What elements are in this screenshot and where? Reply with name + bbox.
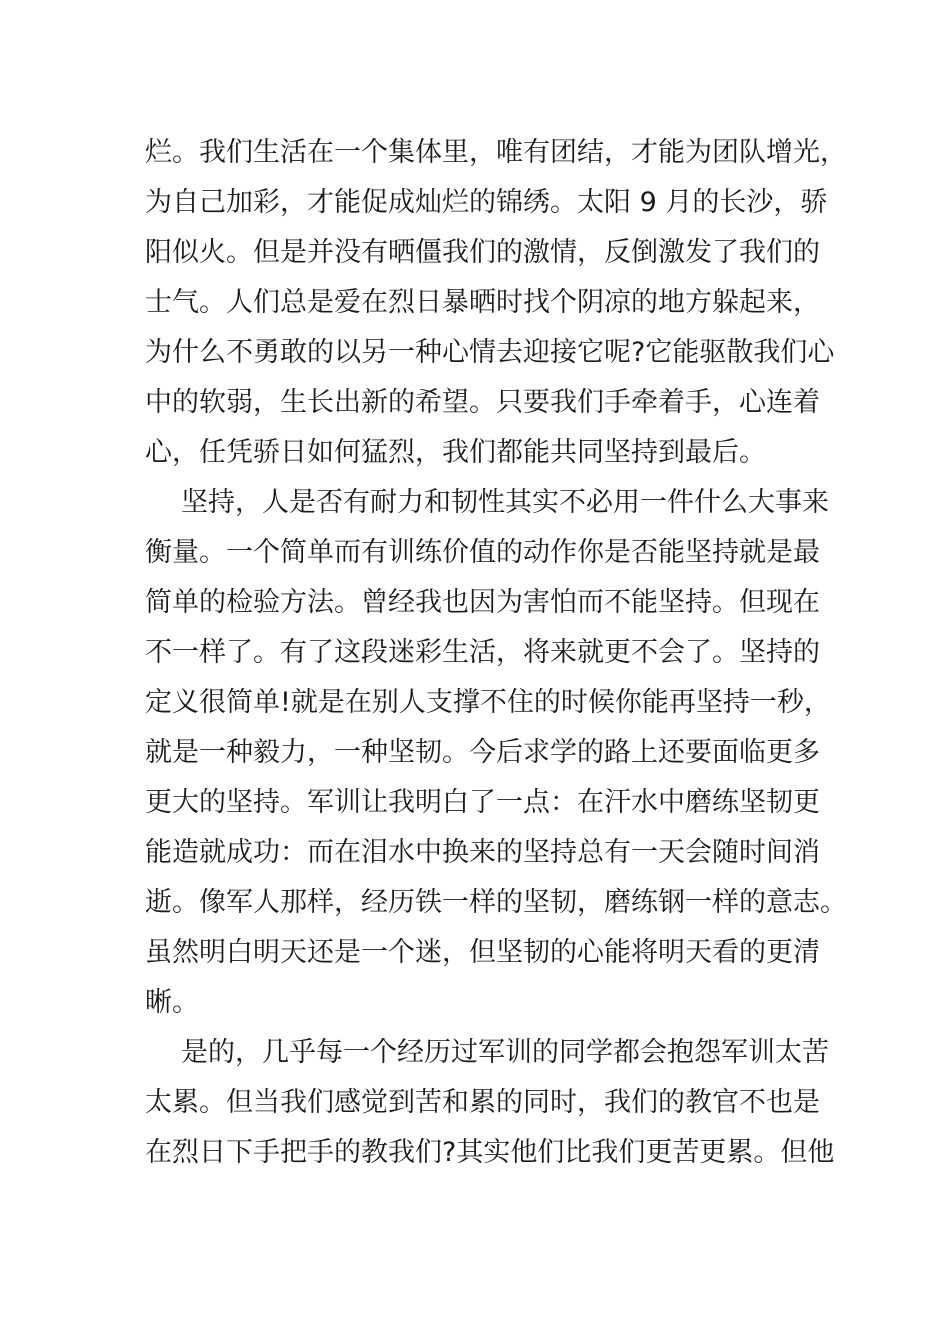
text-line: 晰。 xyxy=(145,987,199,1018)
text-line: 阳似火。但是并没有晒僵我们的激情，反倒激发了我们的 xyxy=(145,237,820,268)
document-body xyxy=(145,128,847,1178)
text-line: 士气。人们总是爱在烈日暴晒时找个阴凉的地方躲起来， xyxy=(145,287,820,318)
text-line: 为自己加彩，才能促成灿烂的锦绣。太阳 9 月的长沙，骄 xyxy=(145,187,828,218)
text-line: 更大的坚持。军训让我明白了一点：在汗水中磨练坚韧更 xyxy=(145,787,820,818)
text-line: 坚持，人是否有耐力和韧性其实不必用一件什么大事来 xyxy=(181,487,829,518)
paragraph-3 xyxy=(145,1028,835,1178)
text-line: 衡量。一个简单而有训练价值的动作你是否能坚持就是最 xyxy=(145,537,820,568)
text-line: 就是一种毅力，一种坚韧。今后求学的路上还要面临更多 xyxy=(145,737,820,768)
text-line: 不一样了。有了这段迷彩生活，将来就更不会了。坚持的 xyxy=(145,637,820,668)
text-line: 心，任凭骄日如何猛烈，我们都能共同坚持到最后。 xyxy=(145,437,766,468)
text-line: 简单的检验方法。曾经我也因为害怕而不能坚持。但现在 xyxy=(145,587,820,618)
text-line: 中的软弱，生长出新的希望。只要我们手牵着手，心连着 xyxy=(145,387,820,418)
text-line: 在烈日下手把手的教我们?其实他们比我们更苦更累。但他 xyxy=(145,1137,835,1168)
paragraph-2 xyxy=(145,478,847,1028)
paragraph-1 xyxy=(145,128,847,478)
text-line: 是的，几乎每一个经历过军训的同学都会抱怨军训太苦 xyxy=(181,1037,829,1068)
text-line: 为什么不勇敢的以另一种心情去迎接它呢?它能驱散我们心 xyxy=(145,337,835,368)
text-line: 能造就成功：而在泪水中换来的坚持总有一天会随时间消 xyxy=(145,837,820,868)
text-line: 定义很简单!就是在别人支撑不住的时候你能再坚持一秒， xyxy=(145,687,831,718)
text-line: 虽然明白明天还是一个迷，但坚韧的心能将明天看的更清 xyxy=(145,937,820,968)
text-line: 逝。像军人那样，经历铁一样的坚韧，磨练钢一样的意志。 xyxy=(145,887,847,918)
text-line: 烂。我们生活在一个集体里，唯有团结，才能为团队增光， xyxy=(145,137,847,168)
text-line: 太累。但当我们感觉到苦和累的同时，我们的教官不也是 xyxy=(145,1087,820,1118)
